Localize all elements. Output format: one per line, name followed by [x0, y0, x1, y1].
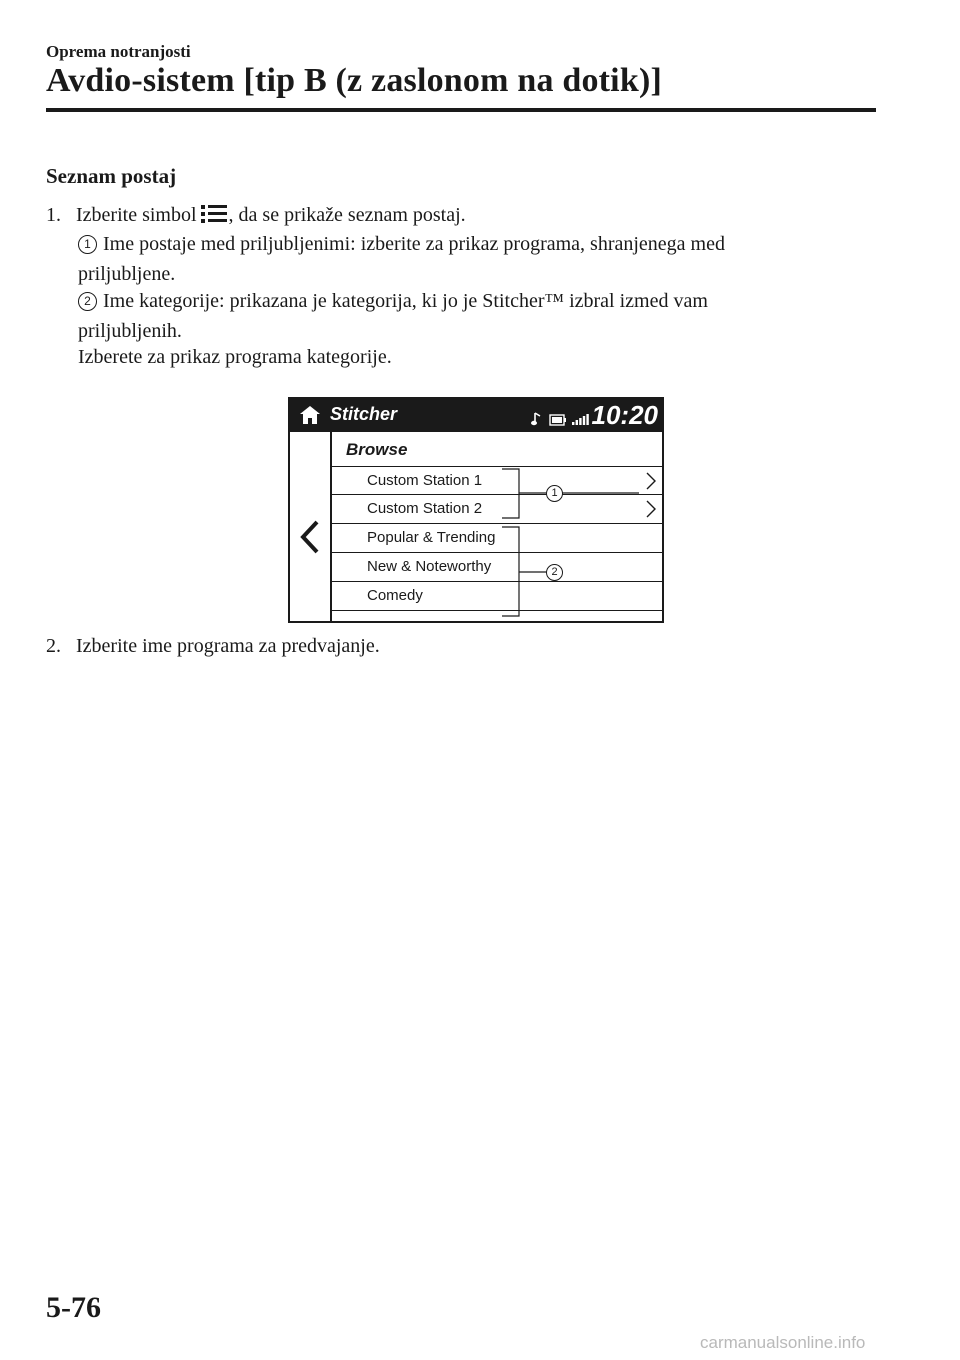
page-title: Avdio-sistem [tip B (z zaslonom na dotik)] [46, 62, 662, 99]
step-1-text-before: Izberite simbol [76, 204, 197, 226]
list-item-label: Custom Station 2 [367, 500, 483, 517]
callout-brackets [290, 399, 662, 621]
list-item-label: Popular & Trending [367, 529, 496, 546]
app-title: Stitcher [330, 404, 398, 424]
list-item-label: Comedy [367, 587, 423, 604]
step-2-text: Izberite ime programa za predvajanje. [76, 635, 380, 657]
page-number: 5-76 [46, 1291, 101, 1324]
watermark: carmanualsonline.info [700, 1333, 866, 1352]
step-2-number: 2. [46, 635, 61, 657]
step-2 [46, 631, 380, 661]
note-2-line-2: priljubljenih. [78, 320, 182, 342]
note-1-line-2: priljubljene. [78, 263, 176, 285]
note-2-marker: 2 [78, 292, 97, 311]
note-1-marker: 1 [78, 235, 97, 254]
clock-display: 10:20 [591, 400, 658, 430]
browse-label: Browse [346, 440, 408, 459]
note-2 [78, 286, 708, 346]
title-rule [46, 108, 876, 112]
section-heading: Seznam postaj [46, 164, 177, 188]
step-1-number: 1. [46, 204, 61, 226]
note-2-line-3: Izberete za prikaz programa kategorije. [78, 346, 392, 368]
note-1-line-1: Ime postaje med priljubljenimi: izberite za prikaz programa, shranjenega med [103, 233, 725, 255]
list-item-label: Custom Station 1 [367, 472, 483, 489]
note-2-line-1: Ime kategorije: prikazana je kategorija, ki jo je Stitcher™ izbral izmed vam [103, 290, 708, 312]
section-label: Oprema notranjosti [46, 42, 191, 61]
callout-2: 2 [546, 564, 563, 581]
list-item-label: New & Noteworthy [367, 558, 492, 575]
note-1 [78, 229, 725, 289]
step-1-text-after: , da se prikaže seznam postaj. [228, 204, 466, 226]
callout-1: 1 [546, 485, 563, 502]
stitcher-screen-figure [288, 397, 664, 623]
